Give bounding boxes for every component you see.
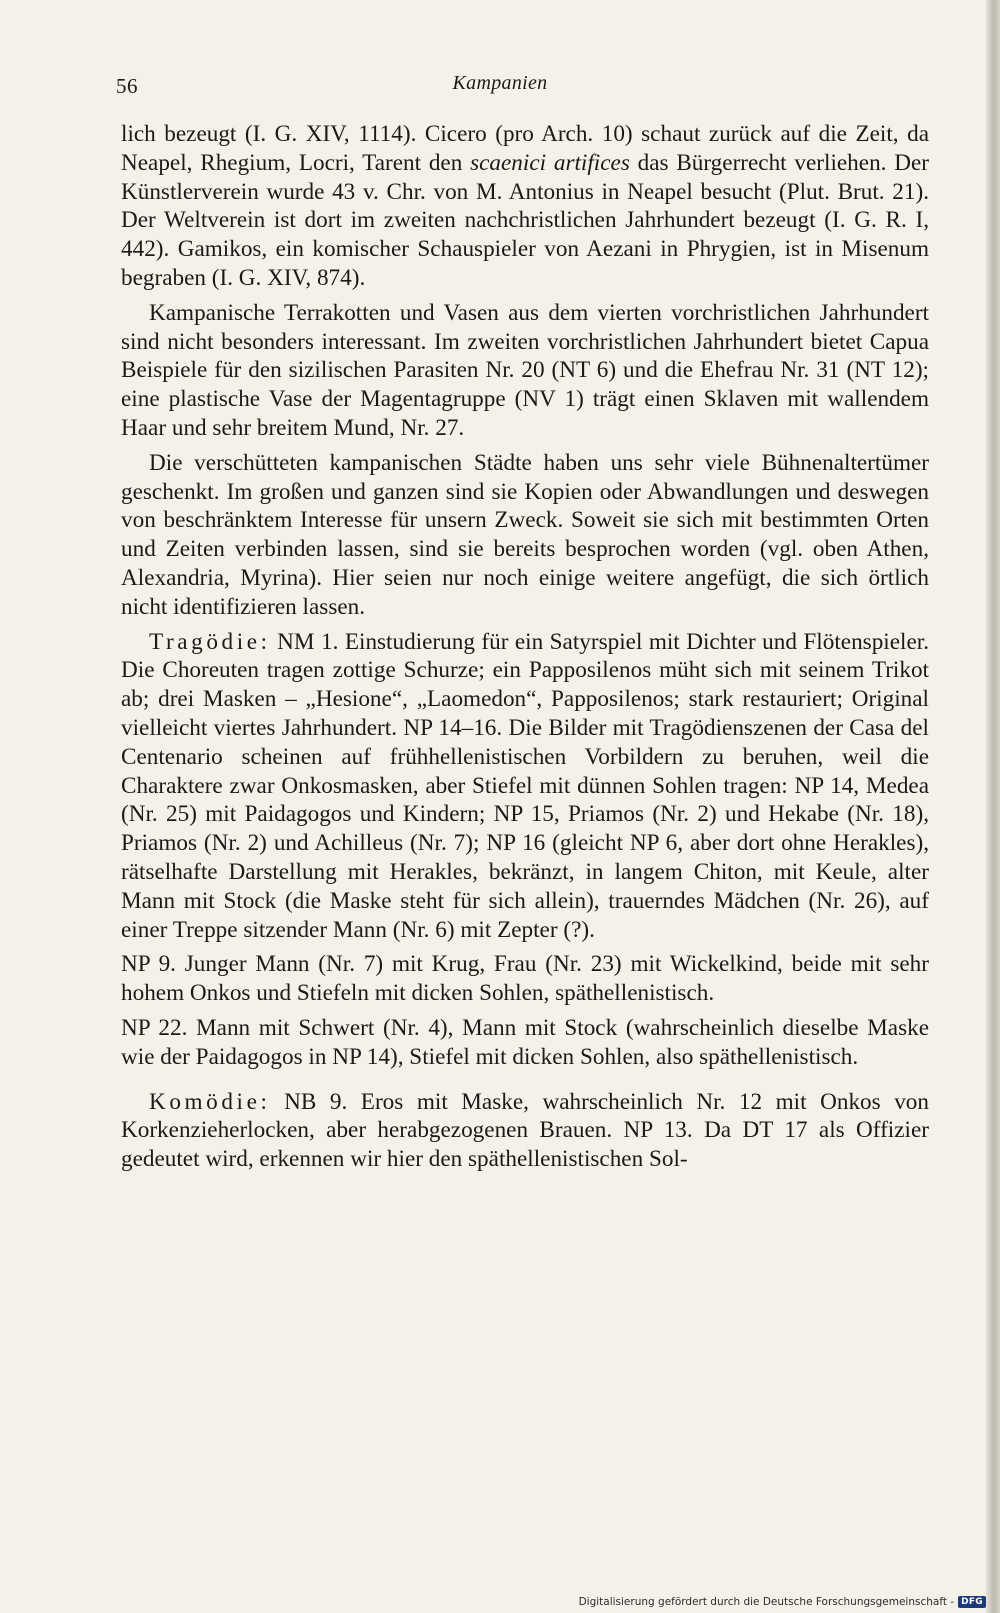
- text-run: NM 1. Einstudierung für ein Satyrspiel mit Dichter und Flötenspieler. Die Choreuten tragen zottige Schurze; ein Papposilenos müht sich mit seinem Trikot ab; drei Masken – „Hesione“, „Laomedon“, Papposilenos; stark restauriert; Original vielleicht viertes Jahrhundert. NP 14–16. Die Bilder mit Tragödienszenen der Casa del Centenario scheinen auf frühhellenistischen Vorbildern zu beruhen, weil die Charaktere zwar Onkosmasken, aber Stiefel mit dünnen Sohlen tragen: NP 14, Medea (Nr. 25) mit Paidagogos und Kindern; NP 15, Priamos (Nr. 2) und Hekabe (Nr. 18), Priamos (Nr. 2) und Achilleus (Nr. 7); NP 16 (gleicht NP 6, aber dort ohne Herakles), rätselhafte Darstellung mit Herakles, bekränzt, in langem Chiton, mit Keule, alter Mann mit Stock (die Maske steht für sich allein), trauerndes Mädchen (Nr. 26), auf einer Treppe sitzender Mann (Nr. 6) mit Zepter (?).: [121, 628, 929, 943]
- dfg-logo: DFG: [958, 1596, 986, 1608]
- text-run: Kampanische Terrakotten und Vasen aus dem vierten vorchristlichen Jahrhundert sind nicht besonders interessant. Im zweiten vorchristlichen Jahrhundert bietet Capua Beispiele für den sizilischen Parasiten Nr. 20 (NT 6) und die Ehefrau Nr. 31 (NT 12); eine plastische Vase der Magentagruppe (NV 1) trägt einen Sklaven mit wallendem Haar und sehr breitem Mund, Nr. 27.: [121, 299, 929, 441]
- paragraph: [121, 449, 929, 622]
- italic-term: scaenici artifices: [470, 149, 630, 176]
- text-run: NB 9. Eros mit Maske, wahrscheinlich Nr. 12 mit Onkos von Korkenzieherlocken, aber herabgezogenen Brauen. NP 13. Da DT 17 als Offizier gedeutet wird, erkennen wir hier den späthellenistischen Sol-: [121, 1088, 929, 1173]
- running-title: Kampanien: [452, 72, 548, 94]
- section-label: Tragödie:: [149, 628, 271, 655]
- text-run: lich bezeugt (I. G. XIV, 1114). Cicero (pro Arch. 10) schaut zurück auf die Zeit, da Neapel, Rhegium, Locri, Tarent den: [121, 121, 929, 176]
- text-run: NP 22. Mann mit Schwert (Nr. 4), Mann mit Stock (wahrscheinlich dieselbe Maske wie der Paidagogos in NP 14), Stiefel mit dicken Sohlen, also späthellenistisch.: [121, 1014, 929, 1070]
- text-run: das Bürgerrecht verliehen. Der Künstlerverein wurde 43 v. Chr. von M. Antonius in Neapel besucht (Plut. Brut. 21). Der Weltverein ist dort im zweiten nachchristlichen Jahrhundert bezeugt (I. G. R. I, 442). Gamikos, ein komischer Schauspieler von Aezani in Phrygien, ist in Misenum begraben (I. G. XIV, 874).: [121, 149, 929, 291]
- page-edge-shadow: [986, 0, 1000, 1613]
- section-label: Komödie:: [149, 1088, 271, 1115]
- paragraph: [121, 120, 929, 293]
- digitization-credit: [579, 1596, 986, 1608]
- page-number: 56: [116, 74, 138, 98]
- body-text: [121, 120, 929, 1174]
- text-run: NP 9. Junger Mann (Nr. 7) mit Krug, Frau (Nr. 23) mit Wickelkind, beide mit sehr hohem Onkos und Stiefeln mit dicken Sohlen, späthellenistisch.: [121, 951, 929, 1007]
- paragraph: [121, 628, 929, 945]
- paragraph: [121, 299, 929, 443]
- paragraph: [121, 1014, 929, 1072]
- text-run: Die verschütteten kampanischen Städte haben uns sehr viele Bühnenaltertümer geschenkt. Im großen und ganzen sind sie Kopien oder Abwandlungen und deswegen von beschränktem Interesse für unsern Zweck. Soweit sie sich mit bestimmten Orten und Zeiten verbinden lassen, sind sie bereits besprochen worden (vgl. oben Athen, Alexandria, Myrina). Hier seien nur noch einige weitere angefügt, die sich örtlich nicht identifizieren lassen.: [121, 449, 929, 620]
- paragraph: [121, 1088, 929, 1174]
- credit-text: Digitalisierung gefördert durch die Deutsche Forschungsgemeinschaft -: [578, 1596, 955, 1608]
- paragraph: [121, 950, 929, 1008]
